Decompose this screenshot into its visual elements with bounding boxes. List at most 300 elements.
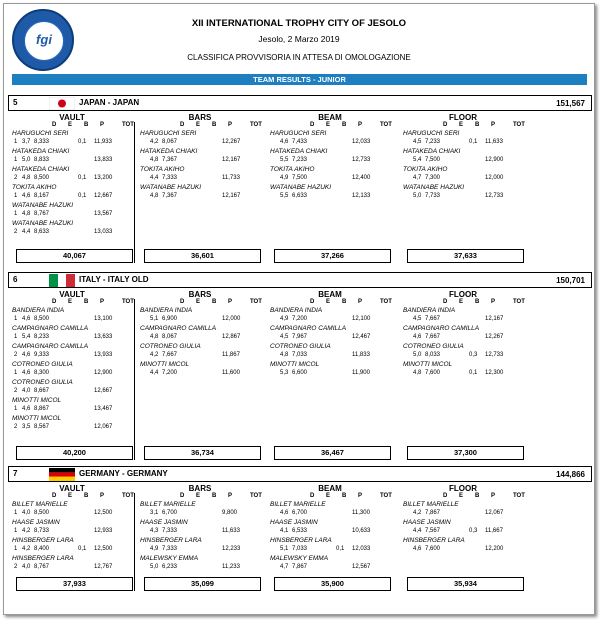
penalty: 0,1 xyxy=(336,546,345,552)
vault-attempt: 2 xyxy=(14,424,18,430)
athlete-name: HARUGUCHI SERI xyxy=(140,130,197,137)
athlete-name: TOKITA AKIHO xyxy=(403,166,448,173)
score-e: 6,633 xyxy=(292,193,308,199)
vault-attempt: 1 xyxy=(14,193,18,199)
score-d: 5,4 xyxy=(413,157,422,163)
athlete-name: WATANABE HAZUKI xyxy=(140,184,202,191)
italy-flag-icon xyxy=(49,274,75,287)
vault-attempt: 1 xyxy=(14,546,18,552)
column-header-e: E xyxy=(196,299,201,305)
apparatus-sum: 35,934 xyxy=(407,577,524,591)
column-header-d: D xyxy=(52,493,57,499)
column-header-p: P xyxy=(228,122,233,128)
team-name: JAPAN - JAPAN xyxy=(79,98,140,107)
athlete-name: MINOTTI MICOL xyxy=(12,415,62,422)
athlete-row xyxy=(140,537,265,556)
score-e: 7,867 xyxy=(292,564,308,570)
team-rank: 7 xyxy=(13,469,18,478)
athlete-name: HAASE JASMIN xyxy=(12,519,60,526)
score-total: 12,500 xyxy=(94,546,113,552)
athlete-name: HATAKEDA CHIAKI xyxy=(270,148,328,155)
score-d: 4,6 xyxy=(413,334,422,340)
score-total: 12,733 xyxy=(485,193,504,199)
score-total: 12,300 xyxy=(485,370,504,376)
score-total: 11,633 xyxy=(485,139,503,145)
score-d: 5,5 xyxy=(280,157,289,163)
team-header xyxy=(8,466,592,482)
athlete-row xyxy=(140,130,265,149)
column-header-e: E xyxy=(196,122,201,128)
athlete-name: MINOTTI MICOL xyxy=(140,361,190,368)
score-d: 4,2 xyxy=(22,546,31,552)
athlete-row xyxy=(270,148,395,167)
score-d: 3,7 xyxy=(22,139,31,145)
score-d: 3,5 xyxy=(22,424,31,430)
score-total: 11,633 xyxy=(222,528,240,534)
vault-attempt: 1 xyxy=(14,211,18,217)
score-d: 5,0 xyxy=(22,157,31,163)
penalty: 0,1 xyxy=(78,139,87,145)
score-total: 12,867 xyxy=(222,334,241,340)
athlete-name: HATAKEDA CHIAKI xyxy=(403,148,461,155)
column-header-d: D xyxy=(180,122,185,128)
athlete-name: HATAKEDA CHIAKI xyxy=(12,166,70,173)
score-d: 4,5 xyxy=(280,334,289,340)
athlete-name: HATAKEDA CHIAKI xyxy=(12,148,70,155)
score-e: 8,500 xyxy=(34,175,50,181)
score-total: 12,933 xyxy=(94,528,113,534)
score-e: 7,500 xyxy=(425,157,441,163)
column-header-e: E xyxy=(68,493,73,499)
athlete-row xyxy=(12,343,137,362)
score-d: 4,0 xyxy=(22,510,31,516)
apparatus-sum: 36,734 xyxy=(144,446,261,460)
score-e: 7,033 xyxy=(292,546,308,552)
score-total: 11,667 xyxy=(485,528,503,534)
score-d: 4,8 xyxy=(280,352,289,358)
athlete-row xyxy=(12,415,137,434)
score-e: 6,233 xyxy=(162,564,178,570)
team-header xyxy=(8,272,592,288)
athlete-row xyxy=(140,307,265,326)
column-header-tot: TOT xyxy=(380,122,392,128)
apparatus-sum: 36,467 xyxy=(274,446,391,460)
score-d: 5,0 xyxy=(413,193,422,199)
score-d: 4,8 xyxy=(22,175,31,181)
apparatus-name: BARS xyxy=(188,484,212,493)
score-d: 5,4 xyxy=(22,334,31,340)
score-e: 8,867 xyxy=(34,406,50,412)
vault-attempt: 2 xyxy=(14,229,18,235)
athlete-name: TOKITA AKIHO xyxy=(140,166,185,173)
score-e: 7,200 xyxy=(292,316,308,322)
score-total: 10,633 xyxy=(352,528,371,534)
athlete-name: BANDIERA INDIA xyxy=(270,307,323,314)
score-total: 13,933 xyxy=(94,352,113,358)
score-d: 4,2 xyxy=(22,528,31,534)
athlete-row xyxy=(12,555,137,574)
column-header-p: P xyxy=(491,493,496,499)
athlete-name: COTRONEO GIULIA xyxy=(12,379,73,386)
athlete-row xyxy=(12,202,137,221)
athlete-row xyxy=(12,307,137,326)
athlete-row xyxy=(403,519,528,538)
athlete-row xyxy=(403,501,528,520)
score-total: 12,400 xyxy=(352,175,371,181)
vault-attempt: 2 xyxy=(14,175,18,181)
apparatus-sum: 40,200 xyxy=(16,446,133,460)
athlete-name: BILLET MARIELLE xyxy=(140,501,196,508)
score-total: 12,500 xyxy=(94,510,113,516)
column-header-d: D xyxy=(52,122,57,128)
score-e: 7,500 xyxy=(292,175,308,181)
column-header-tot: TOT xyxy=(250,299,262,305)
column-header-p: P xyxy=(100,299,105,305)
results-page xyxy=(3,3,595,615)
apparatus-name: BEAM xyxy=(318,290,342,299)
column-header-b: B xyxy=(475,493,480,499)
athlete-row xyxy=(12,325,137,344)
score-d: 4,0 xyxy=(22,388,31,394)
score-e: 8,500 xyxy=(34,510,50,516)
score-total: 12,167 xyxy=(222,193,241,199)
score-d: 4,8 xyxy=(150,334,159,340)
score-e: 6,600 xyxy=(292,370,308,376)
score-e: 6,700 xyxy=(162,510,178,516)
score-d: 4,6 xyxy=(413,546,422,552)
column-header-p: P xyxy=(491,122,496,128)
score-e: 7,367 xyxy=(162,193,178,199)
score-e: 7,333 xyxy=(162,528,178,534)
athlete-name: HAASE JASMIN xyxy=(270,519,318,526)
score-total: 13,100 xyxy=(94,316,113,322)
score-e: 7,233 xyxy=(292,157,308,163)
column-header-e: E xyxy=(196,493,201,499)
column-header-p: P xyxy=(100,493,105,499)
score-e: 7,733 xyxy=(425,193,441,199)
athlete-row xyxy=(270,519,395,538)
score-total: 12,900 xyxy=(94,370,113,376)
athlete-name: HINSBERGER LARA xyxy=(12,537,74,544)
team-rank: 5 xyxy=(13,98,18,107)
column-header-tot: TOT xyxy=(513,493,525,499)
score-d: 4,8 xyxy=(150,193,159,199)
athlete-row xyxy=(12,501,137,520)
score-total: 12,267 xyxy=(485,334,504,340)
team-total: 150,701 xyxy=(556,276,585,285)
apparatus-name: FLOOR xyxy=(449,484,477,493)
score-e: 7,300 xyxy=(425,175,441,181)
score-e: 8,067 xyxy=(162,334,178,340)
score-d: 4,8 xyxy=(413,370,422,376)
score-total: 12,267 xyxy=(222,139,241,145)
apparatus-sum: 40,067 xyxy=(16,249,133,263)
athlete-row xyxy=(270,555,395,574)
score-e: 6,533 xyxy=(292,528,308,534)
score-d: 4,4 xyxy=(150,175,159,181)
score-d: 4,4 xyxy=(22,229,31,235)
apparatus-sum: 36,601 xyxy=(144,249,261,263)
vault-attempt: 2 xyxy=(14,564,18,570)
athlete-row xyxy=(403,166,528,185)
column-header-tot: TOT xyxy=(250,122,262,128)
athlete-name: HINSBERGER LARA xyxy=(12,555,74,562)
apparatus-name: FLOOR xyxy=(449,113,477,122)
column-header-d: D xyxy=(180,493,185,499)
athlete-row xyxy=(140,555,265,574)
athlete-row xyxy=(270,343,395,362)
germany-flag-icon xyxy=(49,468,75,481)
column-header-e: E xyxy=(326,493,331,499)
score-total: 12,067 xyxy=(94,424,113,430)
athlete-row xyxy=(270,501,395,520)
vault-attempt: 1 xyxy=(14,370,18,376)
athlete-name: MALEWSKY EMMA xyxy=(270,555,329,562)
score-total: 12,000 xyxy=(222,316,241,322)
athlete-name: MINOTTI MICOL xyxy=(403,361,453,368)
athlete-name: COTRONEO GIULIA xyxy=(403,343,464,350)
column-header-tot: TOT xyxy=(380,493,392,499)
vault-attempt: 2 xyxy=(14,352,18,358)
score-d: 4,5 xyxy=(413,316,422,322)
column-header-e: E xyxy=(68,122,73,128)
column-header-b: B xyxy=(342,299,347,305)
column-header-d: D xyxy=(52,299,57,305)
score-d: 4,5 xyxy=(413,139,422,145)
athlete-name: BANDIERA INDIA xyxy=(403,307,456,314)
athlete-row xyxy=(403,148,528,167)
athlete-row xyxy=(403,361,528,380)
score-total: 12,033 xyxy=(352,139,371,145)
score-total: 12,000 xyxy=(485,175,504,181)
athlete-name: TOKITA AKIHO xyxy=(12,184,57,191)
penalty: 0,1 xyxy=(469,370,478,376)
score-total: 11,233 xyxy=(222,564,240,570)
score-total: 11,900 xyxy=(352,370,370,376)
score-e: 8,300 xyxy=(34,370,50,376)
athlete-name: CAMPAGNARO CAMILLA xyxy=(12,325,89,332)
score-total: 9,800 xyxy=(222,510,238,516)
score-e: 7,200 xyxy=(162,370,178,376)
score-d: 5,0 xyxy=(413,352,422,358)
score-e: 6,900 xyxy=(162,316,178,322)
column-header-tot: TOT xyxy=(122,122,134,128)
athlete-row xyxy=(140,519,265,538)
athlete-name: COTRONEO GIULIA xyxy=(140,343,201,350)
vault-divider xyxy=(134,122,135,263)
team-rank: 6 xyxy=(13,275,18,284)
score-total: 12,567 xyxy=(352,564,371,570)
column-header-b: B xyxy=(342,122,347,128)
column-header-e: E xyxy=(68,299,73,305)
logo-mark: fgi xyxy=(36,32,52,47)
vault-attempt: 1 xyxy=(14,528,18,534)
column-header-d: D xyxy=(443,122,448,128)
athlete-name: BILLET MARIELLE xyxy=(403,501,459,508)
score-d: 4,9 xyxy=(280,175,289,181)
athlete-name: HARUGUCHI SERI xyxy=(270,130,327,137)
team-header xyxy=(8,95,592,111)
penalty: 0,1 xyxy=(78,546,87,552)
athlete-name: BANDIERA INDIA xyxy=(12,307,65,314)
vault-divider xyxy=(134,299,135,460)
column-header-b: B xyxy=(84,299,89,305)
score-e: 7,333 xyxy=(162,546,178,552)
athlete-name: CAMPAGNARO CAMILLA xyxy=(270,325,347,332)
column-header-b: B xyxy=(212,493,217,499)
athlete-row xyxy=(140,361,265,380)
athlete-row xyxy=(270,307,395,326)
column-header-e: E xyxy=(326,122,331,128)
score-e: 7,333 xyxy=(162,175,178,181)
athlete-row xyxy=(140,166,265,185)
score-d: 4,6 xyxy=(22,406,31,412)
score-total: 12,067 xyxy=(485,510,504,516)
penalty: 0,3 xyxy=(469,528,478,534)
score-d: 4,9 xyxy=(150,546,159,552)
score-e: 8,033 xyxy=(425,352,441,358)
column-header-b: B xyxy=(342,493,347,499)
score-d: 5,3 xyxy=(280,370,289,376)
score-d: 5,1 xyxy=(150,316,159,322)
athlete-row xyxy=(270,361,395,380)
score-e: 8,167 xyxy=(34,193,50,199)
column-header-tot: TOT xyxy=(122,493,134,499)
athlete-row xyxy=(403,307,528,326)
score-d: 4,2 xyxy=(413,510,422,516)
score-d: 4,9 xyxy=(280,316,289,322)
score-d: 4,4 xyxy=(150,370,159,376)
column-header-d: D xyxy=(443,299,448,305)
athlete-row xyxy=(12,379,137,398)
page-title: XII INTERNATIONAL TROPHY CITY OF JESOLO xyxy=(191,18,407,29)
score-e: 8,567 xyxy=(34,424,50,430)
score-total: 12,200 xyxy=(485,546,504,552)
score-d: 4,1 xyxy=(280,528,289,534)
vault-attempt: 1 xyxy=(14,510,18,516)
score-total: 11,300 xyxy=(352,510,370,516)
location-date: Jesolo, 2 Marzo 2019 xyxy=(258,34,340,44)
athlete-row xyxy=(12,148,137,167)
athlete-name: BILLET MARIELLE xyxy=(12,501,68,508)
apparatus-name: BEAM xyxy=(318,113,342,122)
athlete-name: HARUGUCHI SERI xyxy=(12,130,69,137)
athlete-row xyxy=(140,148,265,167)
column-header-b: B xyxy=(475,122,480,128)
score-total: 11,867 xyxy=(222,352,240,358)
column-header-b: B xyxy=(84,493,89,499)
score-e: 7,600 xyxy=(425,546,441,552)
column-header-d: D xyxy=(310,493,315,499)
athlete-name: WATANABE HAZUKI xyxy=(270,184,332,191)
apparatus-name: VAULT xyxy=(59,290,85,299)
athlete-row xyxy=(140,343,265,362)
score-total: 13,567 xyxy=(94,211,113,217)
score-d: 4,8 xyxy=(22,211,31,217)
athlete-row xyxy=(12,361,137,380)
column-header-b: B xyxy=(212,299,217,305)
score-total: 13,633 xyxy=(94,334,113,340)
apparatus-name: BARS xyxy=(188,290,212,299)
column-header-d: D xyxy=(443,493,448,499)
column-header-p: P xyxy=(100,122,105,128)
column-header-tot: TOT xyxy=(250,493,262,499)
athlete-row xyxy=(12,519,137,538)
column-header-e: E xyxy=(459,299,464,305)
score-total: 12,900 xyxy=(485,157,504,163)
score-e: 7,600 xyxy=(425,370,441,376)
athlete-name: WATANABE HAZUKI xyxy=(12,220,74,227)
column-header-p: P xyxy=(358,493,363,499)
score-d: 4,2 xyxy=(150,139,159,145)
score-e: 8,333 xyxy=(34,139,50,145)
column-header-e: E xyxy=(326,299,331,305)
score-e: 8,500 xyxy=(34,316,50,322)
score-e: 8,667 xyxy=(34,388,50,394)
athlete-row xyxy=(270,130,395,149)
vault-attempt: 1 xyxy=(14,139,18,145)
athlete-row xyxy=(270,166,395,185)
athlete-row xyxy=(403,184,528,203)
score-total: 12,033 xyxy=(352,546,371,552)
vault-attempt: 1 xyxy=(14,334,18,340)
score-e: 8,633 xyxy=(34,229,50,235)
athlete-name: WATANABE HAZUKI xyxy=(12,202,74,209)
score-d: 5,1 xyxy=(280,546,289,552)
athlete-row xyxy=(403,325,528,344)
column-header-p: P xyxy=(358,122,363,128)
athlete-row xyxy=(12,166,137,185)
athlete-name: HARUGUCHI SERI xyxy=(403,130,460,137)
score-e: 7,567 xyxy=(425,528,441,534)
athlete-row xyxy=(12,130,137,149)
penalty: 0,3 xyxy=(469,352,478,358)
score-total: 12,767 xyxy=(94,564,113,570)
score-total: 13,033 xyxy=(94,229,113,235)
athlete-name: HINSBERGER LARA xyxy=(270,537,332,544)
athlete-row xyxy=(12,537,137,556)
penalty: 0,1 xyxy=(78,193,87,199)
column-header-p: P xyxy=(228,493,233,499)
score-e: 7,667 xyxy=(425,334,441,340)
team-total: 151,567 xyxy=(556,99,585,108)
apparatus-name: BARS xyxy=(188,113,212,122)
athlete-name: HAASE JASMIN xyxy=(140,519,188,526)
score-total: 12,167 xyxy=(222,157,241,163)
apparatus-sum: 37,266 xyxy=(274,249,391,263)
score-total: 11,933 xyxy=(94,139,112,145)
column-header-p: P xyxy=(228,299,233,305)
score-total: 12,667 xyxy=(94,193,113,199)
score-total: 13,200 xyxy=(94,175,113,181)
score-total: 13,833 xyxy=(94,157,113,163)
score-d: 4,6 xyxy=(22,193,31,199)
column-header-d: D xyxy=(180,299,185,305)
vault-divider xyxy=(134,493,135,591)
vault-attempt: 1 xyxy=(14,157,18,163)
apparatus-sum: 35,099 xyxy=(144,577,261,591)
apparatus-name: VAULT xyxy=(59,113,85,122)
column-header-e: E xyxy=(459,493,464,499)
athlete-name: BANDIERA INDIA xyxy=(140,307,193,314)
athlete-row xyxy=(140,184,265,203)
athlete-name: CAMPAGNARO CAMILLA xyxy=(12,343,89,350)
athlete-row xyxy=(403,537,528,556)
athlete-name: COTRONEO GIULIA xyxy=(270,343,331,350)
team-name: ITALY - ITALY OLD xyxy=(79,275,149,284)
score-d: 4,6 xyxy=(22,370,31,376)
athlete-name: HATAKEDA CHIAKI xyxy=(140,148,198,155)
